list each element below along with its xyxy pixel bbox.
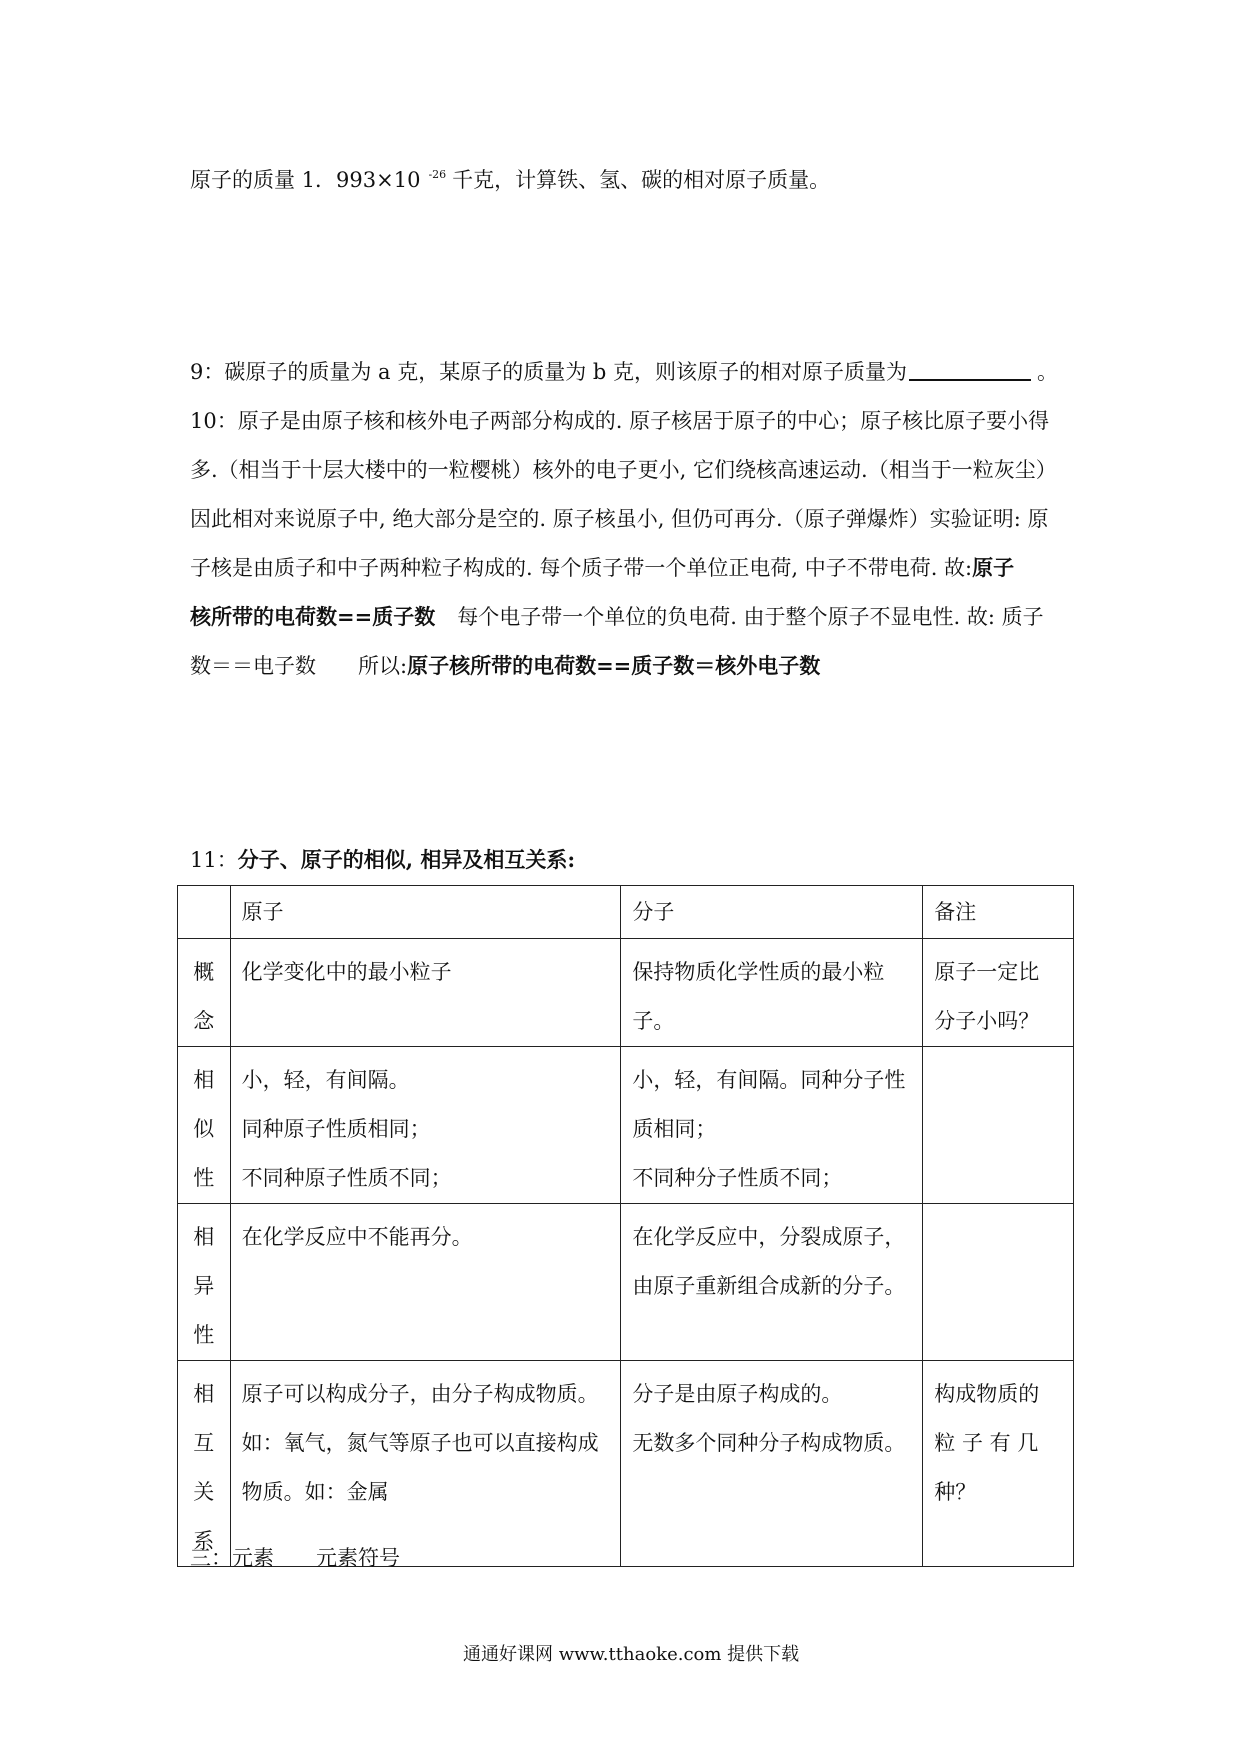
- row-label-relation: 相 互 关 系: [178, 1361, 231, 1567]
- exponent: -26: [428, 168, 447, 181]
- page-footer: 通通好课网 www.tthaoke.com 提供下载: [463, 1644, 800, 1665]
- relation-atom-cell: 原子可以构成分子，由分子构成物质。 如：氧气，氮气等原子也可以直接构成 物质。如：金属: [230, 1361, 621, 1567]
- header-cell-empty: [178, 886, 231, 939]
- top-line: [190, 160, 830, 195]
- difference-molecule-cell: 在化学反应中，分裂成原子， 由原子重新组合成新的分子。: [621, 1204, 923, 1361]
- top-line-after: 千克，计算铁、氢、碳的相对原子质量。: [452, 168, 831, 192]
- relation-molecule-cell: 分子是由原子构成的。 无数多个同种分子构成物质。: [621, 1361, 923, 1567]
- item-11-title: 分子、原子的相似, 相异及相互关系:: [237, 847, 576, 872]
- comparison-table: [177, 885, 1074, 1567]
- top-line-before: 原子的质量 1．993×10: [190, 168, 421, 192]
- relation-note-cell: 构成物质的 粒 子 有 几 种？: [923, 1361, 1074, 1567]
- similarity-note-cell: [923, 1047, 1074, 1204]
- header-cell-note: 备注: [923, 886, 1074, 939]
- table-row-difference: [178, 1204, 1074, 1361]
- header-cell-atom: 原子: [230, 886, 621, 939]
- item-10-line-6-bold: 原子核所带的电荷数==质子数＝核外电子数: [407, 653, 821, 678]
- section-3-part-2: 元素符号: [316, 1546, 400, 1570]
- item-9-end: 。: [1037, 360, 1059, 384]
- item-10-line-5-text: 每个电子带一个单位的负电荷. 由于整个原子不显电性. 故: 质子: [457, 605, 1044, 629]
- item-10-line-3: 因此相对来说原子中, 绝大部分是空的. 原子核虽小, 但仍可再分.（原子弹爆炸）实验证明: 原: [190, 507, 1049, 531]
- section-3-heading: [190, 1543, 400, 1573]
- difference-note-cell: [923, 1204, 1074, 1361]
- item-10-line-4-bold: 原子: [972, 555, 1015, 580]
- concept-note-cell: 原子一定比 分子小吗？: [923, 939, 1074, 1047]
- row-label-similarity: 相 似 性: [178, 1047, 231, 1204]
- item-11-number: 11：: [190, 848, 238, 872]
- table-row-relation: [178, 1361, 1074, 1567]
- item-10-line-4-text: 子核是由质子和中子两种粒子构成的. 每个质子带一个单位正电荷, 中子不带电荷. 故:: [190, 556, 973, 580]
- item-10-line-2: 多.（相当于十层大楼中的一粒樱桃）核外的电子更小, 它们绕核高速运动.（相当于一粒灰尘）: [190, 458, 1057, 482]
- similarity-molecule-cell: 小，轻，有间隔。同种分子性 质相同； 不同种分子性质不同；: [621, 1047, 923, 1204]
- answer-blank: [909, 359, 1031, 381]
- header-cell-molecule: 分子: [621, 886, 923, 939]
- concept-molecule-cell: 保持物质化学性质的最小粒 子。: [621, 939, 923, 1047]
- row-label-difference: 相 异 性: [178, 1204, 231, 1361]
- item-10-line-5-bold: 核所带的电荷数==质子数: [190, 604, 436, 629]
- item-10-line-1: 10：原子是由原子核和核外电子两部分构成的. 原子核居于原子的中心；原子核比原子要小得: [190, 409, 1050, 433]
- item-11-heading: [190, 845, 575, 875]
- item-10-line-5: [190, 602, 1044, 632]
- table-row-concept: [178, 939, 1074, 1047]
- row-label-concept: 概 念: [178, 939, 231, 1047]
- item-10-line-6-a: 数＝＝电子数: [190, 654, 316, 678]
- difference-atom-cell: 在化学反应中不能再分。: [230, 1204, 621, 1361]
- item-10-line-6: [190, 651, 820, 681]
- item-10-line-4: [190, 553, 1014, 583]
- section-3-part-1: 三：元素: [190, 1546, 274, 1570]
- table-header-row: [178, 886, 1074, 939]
- similarity-atom-cell: 小，轻，有间隔。 同种原子性质相同； 不同种原子性质不同；: [230, 1047, 621, 1204]
- table-row-similarity: [178, 1047, 1074, 1204]
- concept-atom-cell: 化学变化中的最小粒子: [230, 939, 621, 1047]
- item-9: [190, 357, 1058, 387]
- item-9-text: 9：碳原子的质量为 a 克，某原子的质量为 b 克，则该原子的相对原子质量为: [190, 360, 908, 384]
- item-10-line-6-b: 所以:: [358, 654, 408, 678]
